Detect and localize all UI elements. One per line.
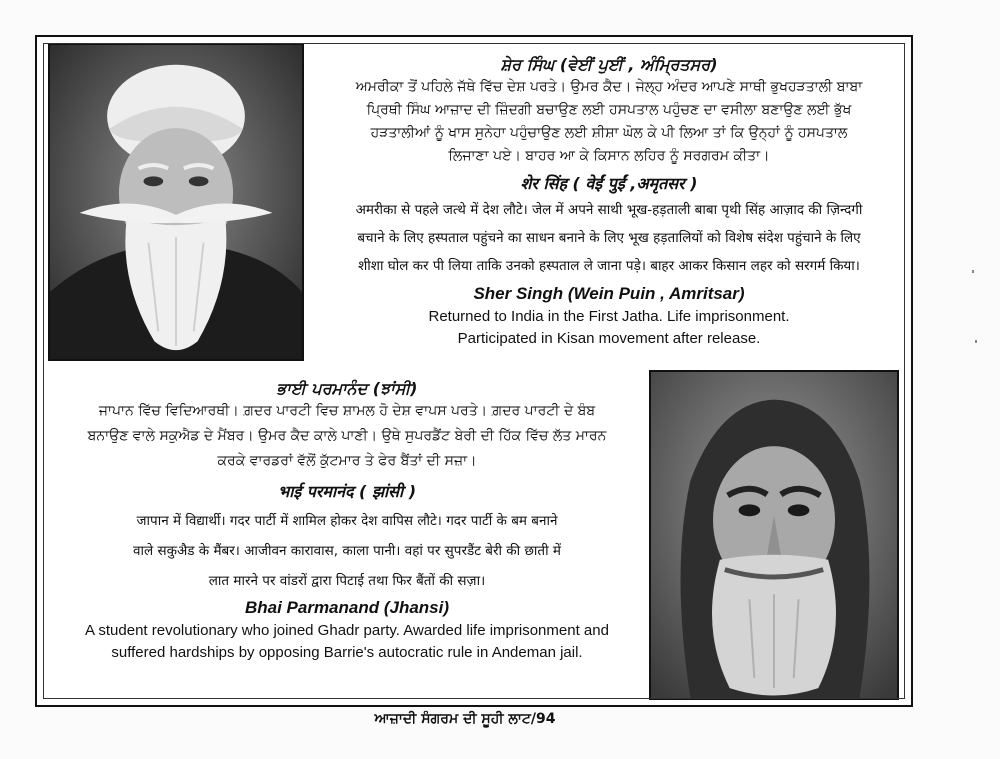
punjabi-line: ਬਨਾਉਣ ਵਾਲੇ ਸਕੁਐਡ ਦੇ ਮੈਂਬਰ। ਉਮਰ ਕੈਦ ਕਾਲੇ ਪਾਣੀ। ਉਥੇ ਸੁਪਰਡੈਂਟ ਬੇਰੀ ਦੀ ਹਿੱਕ ਵਿੱਚ ਲੱਤ ਮਾਰਨ bbox=[87, 428, 607, 444]
hindi-line: वाले सकुअैड के मैंबर। आजीवन कारावास, काला पानी। वहां पर सुपरडैंट बेरी की छाती में bbox=[133, 543, 561, 559]
english-line: suffered hardships by opposing Barrie's autocratic rule in Andeman jail. bbox=[111, 644, 583, 661]
english-line: A student revolutionary who joined Ghadr party. Awarded life imprisonment and bbox=[85, 622, 609, 639]
hindi-line: जापान में विद्यार्थी। गदर पार्टी में शामिल होकर देश वापिस लौटे। गदर पार्टी के बम बनाने bbox=[136, 513, 558, 529]
scan-speck bbox=[975, 340, 977, 343]
portrait-bhai-parmanand bbox=[649, 370, 899, 700]
english-line: Participated in Kisan movement after release. bbox=[457, 330, 761, 347]
english-line: Returned to India in the First Jatha. Life imprisonment. bbox=[428, 308, 790, 325]
english-name: Bhai Parmanand (Jhansi) bbox=[244, 598, 450, 617]
punjabi-line: ਹੜਤਾਲੀਆਂ ਨੂੰ ਖਾਸ ਸੁਨੇਹਾ ਪਹੁੰਚਾਉਣ ਲਈ ਸ਼ੀਸ਼ਾ ਘੋਲ ਕੇ ਪੀ ਲਿਆ ਤਾਂ ਕਿ ਉਨ੍ਹਾਂ ਨੂੰ ਹਸਪਤਾਲ bbox=[370, 125, 848, 141]
punjabi-line: ਅਮਰੀਕਾ ਤੋਂ ਪਹਿਲੇ ਜੱਥੇ ਵਿੱਚ ਦੇਸ਼ ਪਰਤੇ। ਉਮਰ ਕੈਦ। ਜੇਲ੍ਹ ਅੰਦਰ ਆਪਣੇ ਸਾਥੀ ਭੁਖਹੜਤਾਲੀ ਬਾਬਾ bbox=[355, 79, 863, 95]
hindi-line: लात मारने पर वांडरों द्वारा पिटाई तथा फिर बैंतों की सज़ा। bbox=[208, 573, 486, 589]
hindi-line: शीशा घोल कर पी लिया ताकि उनको हस्पताल ले जाना पड़े। बाहर आकर किसान लहर को सरगर्म किया। bbox=[358, 258, 860, 274]
punjabi-line: ਕਰਕੇ ਵਾਰਡਰਾਂ ਵੱਲੋਂ ਕੁੱਟਮਾਰ ਤੇ ਫੇਰ ਬੈਂਤਾਂ ਦੀ ਸਜ਼ਾ। bbox=[217, 453, 477, 469]
punjabi-line: ਜਾਪਾਨ ਵਿੱਚ ਵਿਦਿਆਰਥੀ। ਗ਼ਦਰ ਪਾਰਟੀ ਵਿਚ ਸ਼ਾਮਲ ਹੋ ਦੇਸ਼ ਵਾਪਸ ਪਰਤੇ। ਗ਼ਦਰ ਪਾਰਟੀ ਦੇ ਬੰਬ bbox=[98, 403, 596, 419]
punjabi-name: ਸ਼ੇਰ ਸਿੰਘ (ਵੇਈਂ ਪੁਈਂ , ਅੰਮ੍ਰਿਤਸਰ) bbox=[500, 55, 718, 74]
punjabi-line: ਪ੍ਰਿਥੀ ਸਿੰਘ ਆਜ਼ਾਦ ਦੀ ਜ਼ਿੰਦਗੀ ਬਚਾਉਣ ਲਈ ਹਸਪਤਾਲ ਪਹੁੰਚਣ ਦਾ ਵਸੀਲਾ ਬਣਾਉਣ ਲਈ ਭੁੱਖ bbox=[366, 102, 852, 118]
punjabi-line: ਲਿਜਾਣਾ ਪਏ। ਬਾਹਰ ਆ ਕੇ ਕਿਸਾਨ ਲਹਿਰ ਨੂੰ ਸਰਗਰਮ ਕੀਤਾ। bbox=[448, 148, 770, 164]
entry-sher-singh bbox=[309, 55, 909, 350]
scan-speck bbox=[972, 270, 974, 273]
hindi-name: भाई परमानंद ( झांसी ) bbox=[277, 482, 417, 501]
page-frame bbox=[35, 35, 913, 707]
page-footer: ਆਜ਼ਾਦੀ ਸੰਗਰਮ ਦੀ ਸੂਹੀ ਲਾਟ/94 bbox=[374, 711, 556, 727]
hindi-line: अमरीका से पहले जत्थे में देश लौटे। जेल में अपने साथी भूख-हड़ताली बाबा पृथी सिंह आज़ाद की ज़िन्दगी bbox=[355, 202, 863, 218]
hindi-line: बचाने के लिए हस्पताल पहुंचने का साधन बनाने के लिए भूख हड़तालियों को विशेष संदेश पहुंचाने के लिए bbox=[357, 230, 861, 246]
english-name: Sher Singh (Wein Puin , Amritsar) bbox=[473, 284, 745, 303]
entry-bhai-parmanand bbox=[47, 379, 647, 664]
portrait-sher-singh bbox=[48, 43, 304, 361]
punjabi-name: ਭਾਈ ਪਰਮਾਨੰਦ (ਝਾਂਸੀ) bbox=[276, 379, 418, 398]
hindi-name: शेर सिंह ( वेईं पुईं ,अमृतसर ) bbox=[520, 174, 698, 193]
